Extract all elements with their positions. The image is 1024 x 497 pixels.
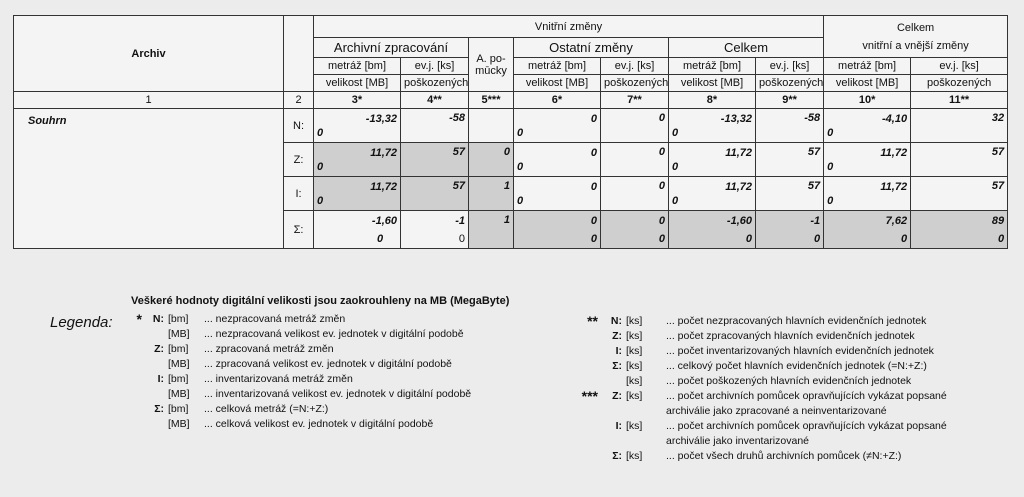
legend-item [128,327,471,342]
legend-key [142,357,164,372]
cell-11: 89 0 [911,211,1008,249]
legend-mark [128,417,142,432]
archiv-header: Archiv [14,16,284,92]
cell-8: -1,60 0 [669,211,756,249]
legend-left [128,312,471,432]
cell-9: -58 [756,109,824,143]
legend-item [570,344,947,359]
legend-text: ... počet zpracovaných hlavních evidenčních jednotek [666,330,915,342]
legend-key [142,327,164,342]
legend-unit: [ks] [626,390,643,402]
legend-key: I: [615,420,622,432]
legend-unit: [ks] [626,450,643,462]
metraz-6: metráž [bm] [514,58,601,75]
posk-11: poškozených [911,75,1008,92]
legend-item [128,312,471,327]
blank-header [284,16,314,92]
cell-10: -4,10 0 [824,109,911,143]
legend-text: ... počet archivních pomůcek opravňujících vykázat popsané [666,420,947,432]
legend-key: Z: [612,330,622,342]
evj-11: ev.j. [ks] [911,58,1008,75]
legend-mark [570,374,598,389]
colnum-7: 7** [601,92,669,109]
celkem-vv-line1: Celkem [896,21,935,34]
legend-item [128,417,471,432]
velikost-6: velikost [MB] [514,75,601,92]
cell-7: 0 0 [601,211,669,249]
legend-item [570,374,947,389]
legend-unit: [MB] [168,358,190,370]
legend-key: I: [615,345,622,357]
colnum-9: 9** [756,92,824,109]
metraz-10: metráž [bm] [824,58,911,75]
summary-label: Souhrn [14,109,284,249]
cell-5: 1 [469,211,514,249]
cell-11: 57 [911,177,1008,211]
legend-unit: [bm] [168,403,189,415]
velikost-3: velikost [MB] [314,75,401,92]
cell-6: 0 0 [514,109,601,143]
legend-text: ... celkový počet hlavních evidenčních jednotek (=N:+Z:) [666,360,927,372]
row-label: N: [284,109,314,143]
cell-3: -13,32 0 [314,109,401,143]
celkem-header: Celkem [669,38,824,58]
legend-text: ... počet poškozených hlavních evidenčních jednotek [666,375,912,387]
statistics-table [13,15,1008,249]
legend-text: ... počet archivních pomůcek opravňujících vykázat popsané [666,390,947,402]
legend-item [128,342,471,357]
legend-key [142,417,164,432]
cell-10: 7,62 0 [824,211,911,249]
cell-7: 0 [601,177,669,211]
cell-10: 11,72 0 [824,177,911,211]
legend-mark [570,449,598,464]
legend-mark [570,344,598,359]
cell-9: 57 [756,143,824,177]
table-row-n [14,109,1008,143]
legend-text: ... počet všech druhů archivních pomůcek (≠N:+Z:) [666,450,902,462]
legend-item [570,404,947,419]
legend-mark [570,419,598,434]
cell-11: 32 [911,109,1008,143]
legend-item [128,372,471,387]
cell-9: -1 0 [756,211,824,249]
legend-mark [570,329,598,344]
legend-unit: [ks] [626,315,643,327]
legend-title: Veškeré hodnoty digitální velikosti jsou zaokrouhleny na MB (MegaByte) [131,295,510,307]
legend-text: ... nezpracovaná velikost ev. jednotek v digitální podobě [204,328,464,340]
colnum-2: 2 [284,92,314,109]
legend-item [570,314,947,329]
legend-unit: [bm] [168,373,189,385]
legend-item [570,329,947,344]
legend-key: Σ: [154,403,164,415]
legend-mark [128,387,142,402]
legend-unit: [ks] [626,345,643,357]
legend-text: ... zpracovaná metráž změn [204,343,334,355]
row-label: I: [284,177,314,211]
cell-7: 0 [601,143,669,177]
metraz-3: metráž [bm] [314,58,401,75]
row-label: Z: [284,143,314,177]
posk-9: poškozených [756,75,824,92]
legend-item [570,389,947,404]
legend-unit: [MB] [168,388,190,400]
legend-unit: [ks] [626,420,643,432]
legend-key: Z: [612,390,622,402]
cell-6: 0 0 [514,143,601,177]
velikost-10: velikost [MB] [824,75,911,92]
metraz-8: metráž [bm] [669,58,756,75]
legend-mark [570,404,598,419]
evj-4: ev.j. [ks] [401,58,469,75]
legend-mark [570,434,598,449]
row-label: Σ: [284,211,314,249]
legend-key [598,434,622,449]
vnitrni-header: Vnitřní změny [314,16,824,38]
celkem-vv-header [824,16,1008,58]
legend-item [570,434,947,449]
cell-8: 11,72 0 [669,143,756,177]
legend-key [142,387,164,402]
legend-text: ... celková velikost ev. jednotek v digitální podobě [204,418,434,430]
legend-unit [622,404,666,419]
cell-5 [469,109,514,143]
colnum-11: 11** [911,92,1008,109]
legend-mark [570,359,598,374]
colnum-6: 6* [514,92,601,109]
legend-mark [128,402,142,417]
cell-5: 0 [469,143,514,177]
velikost-8: velikost [MB] [669,75,756,92]
legend-mark: * [136,311,142,327]
legend-key: N: [610,315,622,327]
legend-key [598,404,622,419]
legend-right [570,314,947,464]
legend-text: ... zpracovaná velikost ev. jednotek v digitální podobě [204,358,452,370]
colnum-3: 3* [314,92,401,109]
cell-3: 11,72 0 [314,177,401,211]
colnum-4: 4** [401,92,469,109]
legend-mark [128,372,142,387]
celkem-vv-line2: vnitřní a vnější změny [862,39,969,52]
colnum-1: 1 [14,92,284,109]
cell-4: -1 0 [401,211,469,249]
legend-unit [622,434,666,449]
cell-6: 0 0 [514,177,601,211]
ostatni-header: Ostatní změny [514,38,669,58]
cell-9: 57 [756,177,824,211]
cell-11: 57 [911,143,1008,177]
apomucky-header: A. po-mūcky [469,38,514,92]
colnum-8: 8* [669,92,756,109]
legend-unit: [MB] [168,418,190,430]
legend-mark [128,357,142,372]
statistics-table-wrap [13,15,1007,249]
legend-unit: [MB] [168,328,190,340]
legend-item [128,402,471,417]
cell-6: 0 0 [514,211,601,249]
legend-text: archiválie jako zpracované a neinventarizované [666,405,887,417]
legend-key: Σ: [612,360,622,372]
legend-text: ... inventarizovaná metráž změn [204,373,353,385]
legend-key: N: [152,313,164,325]
cell-4: -58 [401,109,469,143]
posk-7: poškozených [601,75,669,92]
cell-8: -13,32 0 [669,109,756,143]
cell-8: 11,72 0 [669,177,756,211]
legend-key: Σ: [612,450,622,462]
legend-unit: [ks] [626,360,643,372]
legend-item [128,357,471,372]
cell-7: 0 [601,109,669,143]
legend-unit: [bm] [168,313,189,325]
cell-3: -1,60 0 [314,211,401,249]
evj-9: ev.j. [ks] [756,58,824,75]
legend-mark: *** [581,388,598,404]
legend-mark [128,342,142,357]
cell-5: 1 [469,177,514,211]
legend-item [570,359,947,374]
cell-4: 57 [401,177,469,211]
legend-mark: ** [587,313,598,329]
cell-4: 57 [401,143,469,177]
legend-mark [128,327,142,342]
legend-unit: [bm] [168,343,189,355]
posk-4: poškozených [401,75,469,92]
legend-item [128,387,471,402]
legend-text: ... inventarizovaná velikost ev. jednotek v digitální podobě [204,388,472,400]
legend-key: I: [157,373,164,385]
colnum-5: 5*** [469,92,514,109]
archivni-header: Archivní zpracování [314,38,469,58]
legend-unit: [ks] [626,375,643,387]
legend-text: ... počet inventarizovaných hlavních evidenčních jednotek [666,345,934,357]
legend-word: Legenda: [50,314,113,331]
legend-text: ... celková metráž (=N:+Z:) [204,403,329,415]
evj-7: ev.j. [ks] [601,58,669,75]
legend-key [598,374,622,389]
cell-3: 11,72 0 [314,143,401,177]
legend-item [570,419,947,434]
legend-unit: [ks] [626,330,643,342]
colnum-10: 10* [824,92,911,109]
legend-text: archiválie jako inventarizované [666,435,809,447]
cell-10: 11,72 0 [824,143,911,177]
legend-text: ... počet nezpracovaných hlavních evidenčních jednotek [666,315,927,327]
legend-item [570,449,947,464]
legend-key: Z: [154,343,164,355]
legend-text: ... nezpracovaná metráž změn [204,313,346,325]
